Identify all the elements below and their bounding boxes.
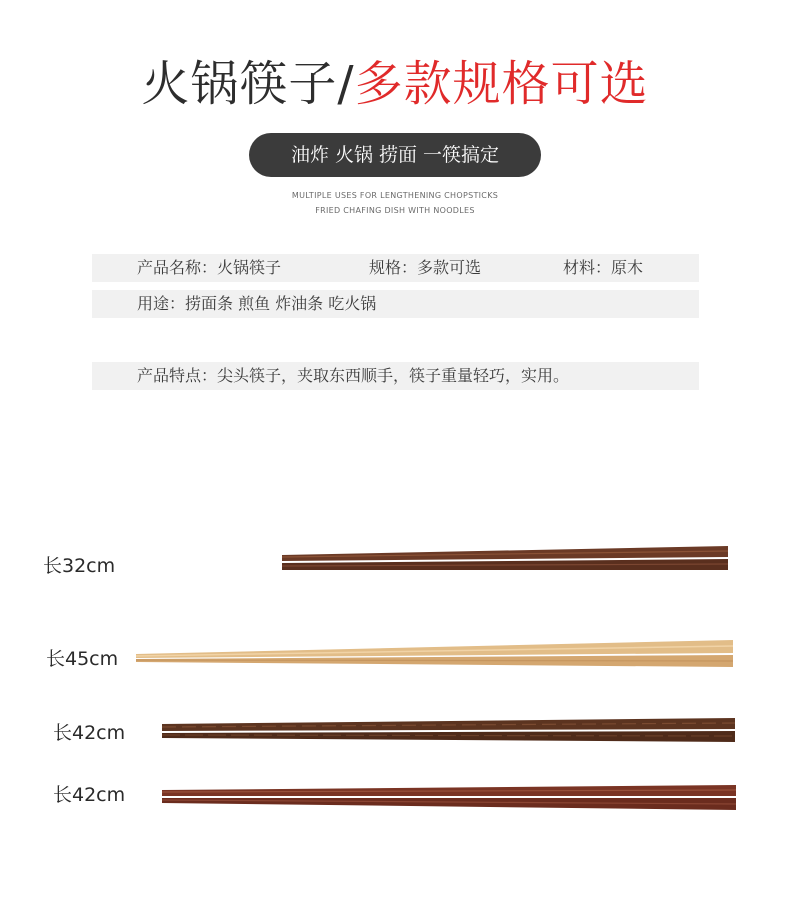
length-label-32: 长32cm: [43, 555, 116, 577]
chopsticks-illustration: [0, 520, 790, 820]
info-row-feature: [92, 362, 699, 390]
chopstick-pair-42-b: [162, 785, 736, 810]
chopstick-45-top: [136, 640, 733, 658]
english-subtitle-2: FRIED CHAFING DISH WITH NOODLES: [315, 206, 475, 215]
product-spec: 规格：多款可选: [369, 258, 482, 277]
chopstick-pair-32: [282, 546, 728, 570]
tagline-badge: 油炸 火锅 捞面 一筷搞定: [249, 133, 541, 177]
title-highlight: 多款规格可选: [354, 56, 649, 112]
title-main: 火锅筷子/: [141, 56, 355, 112]
product-usage: 用途：捞面条 煎鱼 炸油条 吃火锅: [137, 294, 377, 313]
chopstick-pair-42-a: [162, 718, 735, 742]
info-row-usage: [92, 290, 699, 318]
chopstick-pair-45: [136, 640, 733, 667]
length-label-45: 长45cm: [46, 648, 119, 670]
page-title: [0, 52, 790, 116]
product-material: 材料：原木: [563, 258, 644, 277]
chopstick-42a-bottom: [162, 731, 735, 742]
english-subtitle-1: MULTIPLE USES FOR LENGTHENING CHOPSTICKS: [291, 191, 499, 200]
product-feature: 产品特点：尖头筷子，夹取东西顺手，筷子重量轻巧，实用。: [137, 366, 570, 385]
product-name: 产品名称：火锅筷子: [137, 258, 282, 277]
length-label-42-a: 长42cm: [53, 722, 126, 744]
info-row-basic: [92, 254, 699, 282]
length-label-42-b: 长42cm: [53, 784, 126, 806]
